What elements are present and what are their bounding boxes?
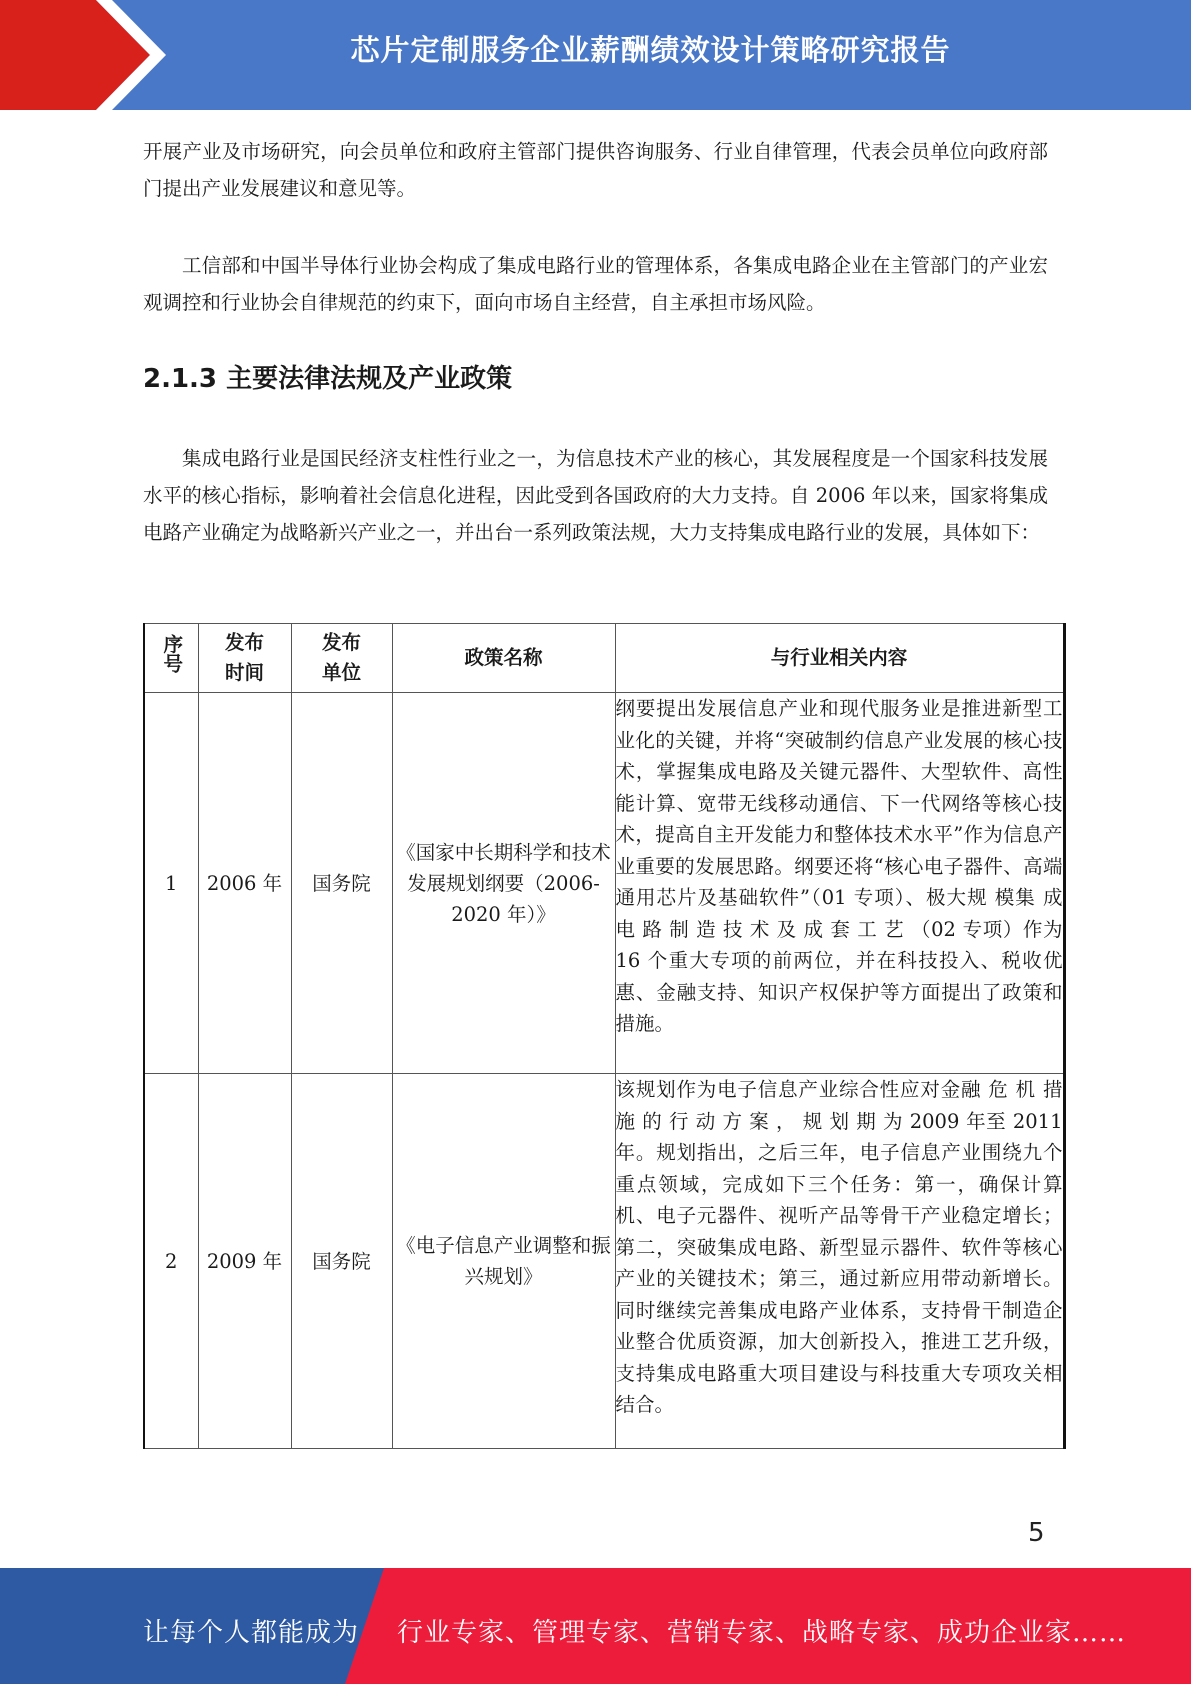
page-number: 5 [1028, 1518, 1045, 1548]
header-band [0, 0, 1191, 110]
footer-band [0, 1568, 1191, 1684]
header-date: 发布 时间 [198, 624, 291, 693]
cell-content: 该规划作为电子信息产业综合性应对金融 危 机 措 施 的 行 动 方 案 ， 规 划 期 为 2009 年至 2011 年。规划指出，之后三年，电子信息产业围绕九个重点领域，完成如下三个任务：第一，确保计算机、电子元器件、视听产品等骨干产业稳定增长；第二，突破集成电路、新型显示器件、软件等核心产业的关键技术；第三，通过新应用带动新增长。同时继续完善集成电路产业体系，支持骨干制造企业整合优质资源，加大创新投入，推进工艺升级，支持集成电路重大项目建设与科技重大专项攻关相结合。 [615, 1074, 1064, 1449]
header-title: 芯片定制服务企业薪酬绩效设计策略研究报告 [350, 33, 951, 67]
section-heading: 2.1.3 主要法律法规及产业政策 [143, 364, 513, 394]
paragraph-2: 工信部和中国半导体行业协会构成了集成电路行业的管理体系，各集成电路企业在主管部门的产业宏观调控和行业协会自律规范的约束下，面向市场自主经营，自主承担市场风险。 [143, 254, 1048, 314]
table-header-row [144, 624, 1064, 693]
header-seq: 序号 [144, 624, 198, 693]
cell-date: 2006 年 [198, 693, 291, 1074]
cell-seq: 2 [144, 1074, 198, 1449]
table-row [144, 1074, 1064, 1449]
cell-date: 2009 年 [198, 1074, 291, 1449]
cell-seq: 1 [144, 693, 198, 1074]
cell-unit: 国务院 [291, 1074, 392, 1449]
cell-unit: 国务院 [291, 693, 392, 1074]
cell-policy-name: 《国家中长期科学和技术发展规划纲要（2006-2020 年）》 [392, 693, 615, 1074]
header-content: 与行业相关内容 [615, 624, 1064, 693]
header-unit: 发布 单位 [291, 624, 392, 693]
cell-policy-name: 《电子信息产业调整和振兴规划》 [392, 1074, 615, 1449]
footer-slogan-right: 行业专家、管理专家、营销专家、战略专家、成功企业家…… [397, 1618, 1127, 1648]
cell-content: 纲要提出发展信息产业和现代服务业是推进新型工业化的关键，并将“突破制约信息产业发展的核心技术，掌握集成电路及关键元器件、大型软件、高性能计算、宽带无线移动通信、下一代网络等核心技术，提高自主开发能力和整体技术水平”作为信息产业重要的发展思路。纲要还将“核心电子器件、高端通用芯片及基础软件”（01 专项）、极大规 模集 成 电 路 制 造 技 术 及 成 套 工 艺 （02 专项）作为 16 个重大专项的前两位，并在科技投入、税收优惠、金融支持、知识产权保护等方面提出了政策和措施。 [615, 693, 1064, 1074]
paragraph-1: 开展产业及市场研究，向会员单位和政府主管部门提供咨询服务、行业自律管理，代表会员单位向政府部门提出产业发展建议和意见等。 [143, 140, 1048, 200]
table-row [144, 693, 1064, 1074]
footer-slogan-left: 让每个人都能成为 [143, 1618, 360, 1648]
header-policy-name: 政策名称 [392, 624, 615, 693]
policy-table [143, 623, 1066, 1449]
paragraph-3: 集成电路行业是国民经济支柱性行业之一，为信息技术产业的核心，其发展程度是一个国家科技发展水平的核心指标，影响着社会信息化进程，因此受到各国政府的大力支持。自 2006 年以来，国家将集成电路产业确定为战略新兴产业之一，并出台一系列政策法规，大力支持集成电路行业的发展，具体如下： [143, 447, 1048, 544]
